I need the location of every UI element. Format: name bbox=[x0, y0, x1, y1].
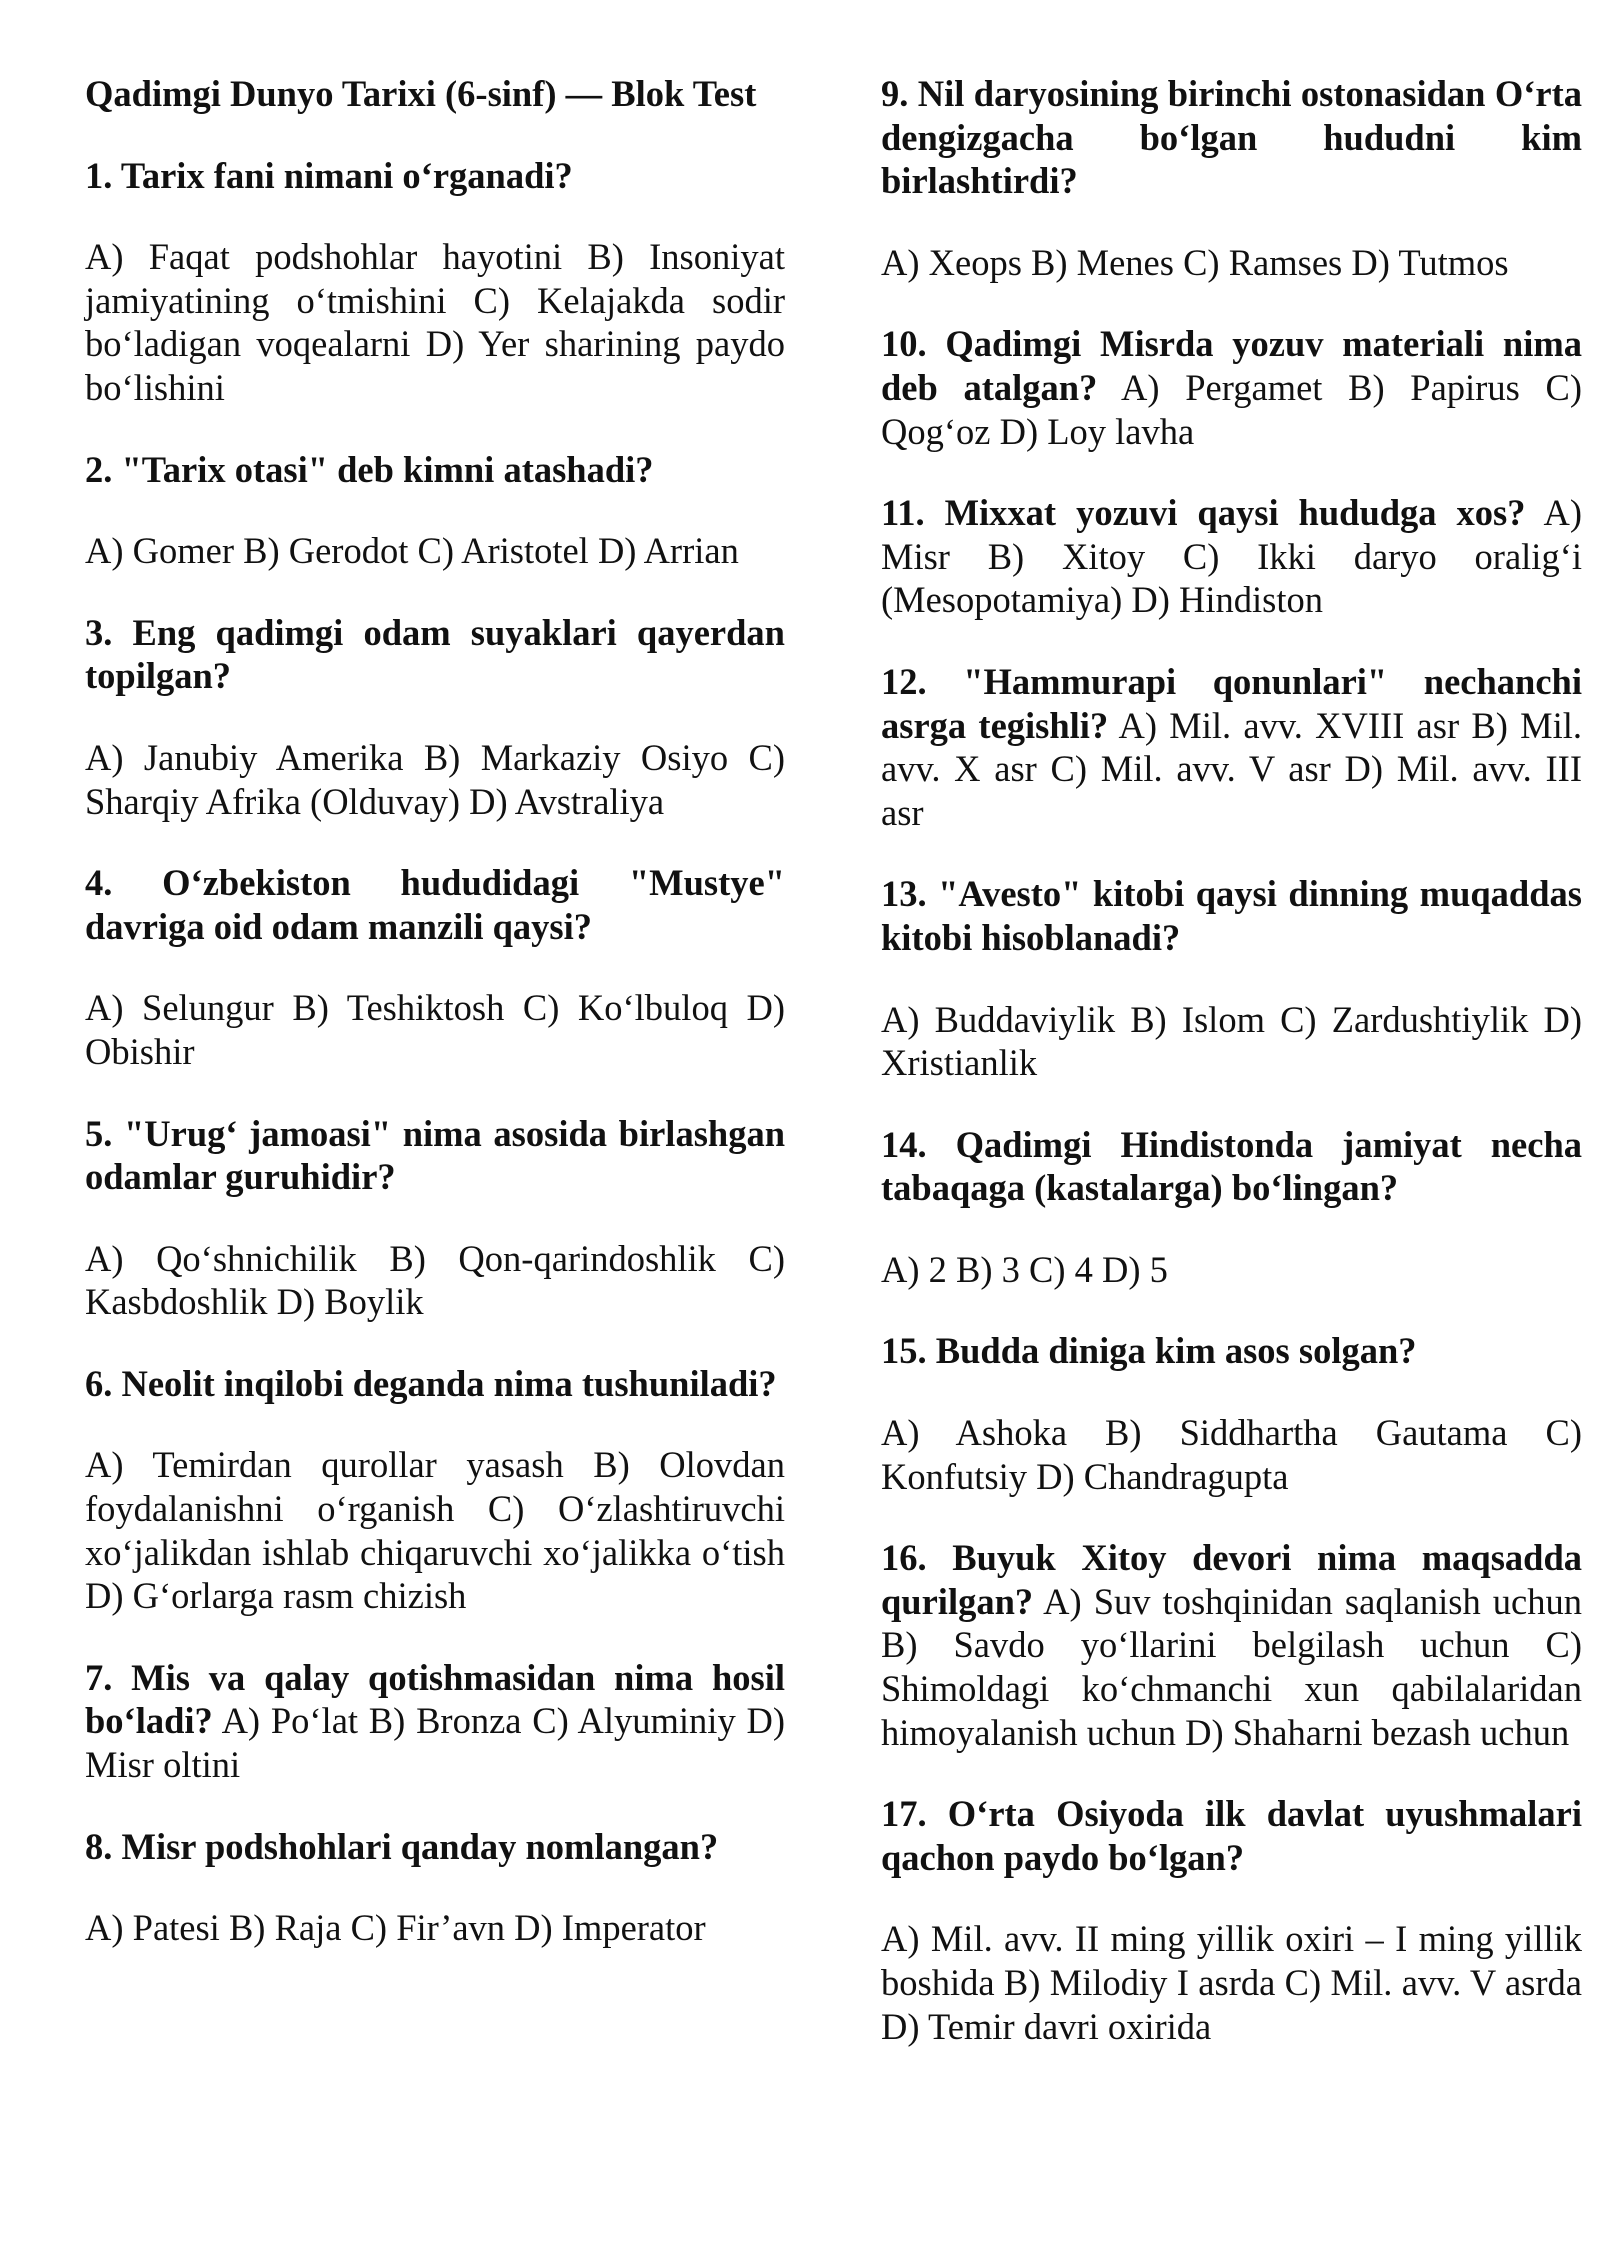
question-2 bbox=[85, 448, 785, 492]
answer-text: A) Gomer B) Gerodot C) Aristotel D) Arrian bbox=[85, 530, 739, 572]
answer-options-5 bbox=[85, 1237, 785, 1324]
answer-text: A) Xeops B) Menes C) Ramses D) Tutmos bbox=[881, 241, 1509, 283]
question-with-answers bbox=[881, 322, 1582, 453]
question-text: 10. Qadimgi Misrda yozuv materiali nima deb atalgan? bbox=[881, 323, 1582, 408]
answer-options-8 bbox=[85, 1906, 785, 1950]
answer-text: A) Mil. avv. XVIII asr B) Mil. avv. X asr C) Mil. avv. V asr D) Mil. avv. III asr bbox=[881, 704, 1582, 833]
question-with-answers bbox=[881, 1536, 1582, 1754]
question-13 bbox=[881, 872, 1582, 959]
answer-text: A) Buddaviylik B) Islom C) Zardushtiylik D) Xristianlik bbox=[881, 998, 1582, 1084]
question-10 bbox=[881, 322, 1582, 453]
answer-text: A) 2 B) 3 C) 4 D) 5 bbox=[881, 1248, 1168, 1290]
question-text: 8. Misr podshohlari qanday nomlangan? bbox=[85, 1825, 719, 1867]
question-7 bbox=[85, 1656, 785, 1787]
document-title: Qadimgi Dunyo Tarixi (6-sinf) — Blok Test bbox=[85, 73, 757, 114]
question-9 bbox=[881, 72, 1582, 203]
answer-options-6 bbox=[85, 1443, 785, 1617]
answer-options-1 bbox=[85, 235, 785, 409]
left-column bbox=[85, 72, 785, 1988]
answer-text: A) Qo‘shnichilik B) Qon-qarindoshlik C) Kasbdoshlik D) Boylik bbox=[85, 1237, 785, 1323]
question-12 bbox=[881, 660, 1582, 834]
answer-text: A) Suv toshqinidan saqlanish uchun B) Savdo yo‘llarini belgilash uchun C) Shimoldagi ko‘chmanchi xun qabilalaridan himoyalanish uchun D) Shaharni bezash uchun bbox=[881, 1580, 1582, 1753]
answer-text: A) Po‘lat B) Bronza C) Alyuminiy D) Misr oltini bbox=[85, 1700, 785, 1786]
right-column bbox=[881, 72, 1582, 2086]
answer-options-3 bbox=[85, 736, 785, 823]
question-text: 12. "Hammurapi qonunlari" nechanchi asrga tegishli? bbox=[881, 660, 1582, 746]
document-title-block bbox=[85, 72, 785, 116]
question-text: 7. Mis va qalay qotishmasidan nima hosil bo‘ladi? bbox=[85, 1656, 785, 1742]
question-text: 14. Qadimgi Hindistonda jamiyat necha tabaqaga (kastalarga) bo‘lingan? bbox=[881, 1123, 1582, 1209]
question-text: 13. "Avesto" kitobi qaysi dinning muqaddas kitobi hisoblanadi? bbox=[881, 873, 1582, 958]
answer-options-15 bbox=[881, 1411, 1582, 1498]
question-text: 5. "Urug‘ jamoasi" nima asosida birlashgan odamlar guruhidir? bbox=[85, 1112, 785, 1198]
answer-options-17 bbox=[881, 1917, 1582, 2048]
question-8 bbox=[85, 1825, 785, 1869]
answer-text: A) Temirdan qurollar yasash B) Olovdan foydalanishni o‘rganish C) O‘zlashtiruvchi xo‘jalikdan ishlab chiqaruvchi xo‘jalikka o‘tish D) G‘orlarga rasm chizish bbox=[85, 1444, 785, 1617]
question-11 bbox=[881, 491, 1582, 622]
answer-text: A) Janubiy Amerika B) Markaziy Osiyo C) Sharqiy Afrika (Olduvay) D) Avstraliya bbox=[85, 736, 785, 822]
answer-options-13 bbox=[881, 998, 1582, 1085]
answer-options-9 bbox=[881, 241, 1582, 285]
question-17 bbox=[881, 1792, 1582, 1879]
question-text: 17. O‘rta Osiyoda ilk davlat uyushmalari qachon paydo bo‘lgan? bbox=[881, 1793, 1582, 1878]
question-1 bbox=[85, 154, 785, 198]
question-text: 1. Tarix fani nimani o‘rganadi? bbox=[85, 154, 573, 196]
question-4 bbox=[85, 861, 785, 948]
question-text: 15. Budda diniga kim asos solgan? bbox=[881, 1330, 1417, 1372]
question-6 bbox=[85, 1362, 785, 1406]
question-5 bbox=[85, 1112, 785, 1199]
question-3 bbox=[85, 611, 785, 698]
answer-text: A) Mil. avv. II ming yillik oxiri – I ming yillik boshida B) Milodiy I asrda C) Mil. avv. V asrda D) Temir davri oxirida bbox=[881, 1918, 1582, 2047]
answer-options-4 bbox=[85, 986, 785, 1073]
answer-text: A) Faqat podshohlar hayotini B) Insoniyat jamiyatining o‘tmishini C) Kelajakda sodir bo‘ladigan voqealarni D) Yer sharining paydo bo‘lishini bbox=[85, 236, 785, 408]
answer-text: A) Ashoka B) Siddhartha Gautama C) Konfutsiy D) Chandragupta bbox=[881, 1412, 1582, 1497]
question-with-answers bbox=[85, 1656, 785, 1787]
question-text: 2. "Tarix otasi" deb kimni atashadi? bbox=[85, 448, 654, 490]
question-text: 11. Mixxat yozuvi qaysi hududga xos? bbox=[881, 492, 1526, 534]
question-text: 6. Neolit inqilobi deganda nima tushuniladi? bbox=[85, 1362, 777, 1404]
question-14 bbox=[881, 1123, 1582, 1210]
question-16 bbox=[881, 1536, 1582, 1754]
question-text: 16. Buyuk Xitoy devori nima maqsadda qurilgan? bbox=[881, 1537, 1582, 1622]
answer-text: A) Misr B) Xitoy C) Ikki daryo oralig‘i (Mesopotamiya) D) Hindiston bbox=[881, 492, 1582, 621]
question-text: 3. Eng qadimgi odam suyaklari qayerdan topilgan? bbox=[85, 611, 785, 697]
answer-options-14 bbox=[881, 1248, 1582, 1292]
answer-text: A) Patesi B) Raja C) Fir’avn D) Imperator bbox=[85, 1907, 706, 1949]
answer-text: A) Pergamet B) Papirus C) Qog‘oz D) Loy lavha bbox=[881, 366, 1582, 452]
question-15 bbox=[881, 1329, 1582, 1373]
question-with-answers bbox=[881, 660, 1582, 834]
question-text: 4. O‘zbekiston hududidagi "Mustye" davriga oid odam manzili qaysi? bbox=[85, 862, 785, 947]
answer-options-2 bbox=[85, 529, 785, 573]
answer-text: A) Selungur B) Teshiktosh C) Ko‘lbuloq D) Obishir bbox=[85, 987, 785, 1072]
question-with-answers bbox=[881, 491, 1582, 622]
question-text: 9. Nil daryosining birinchi ostonasidan O‘rta dengizgacha bo‘lgan hududni kim birlashtirdi? bbox=[881, 73, 1582, 202]
